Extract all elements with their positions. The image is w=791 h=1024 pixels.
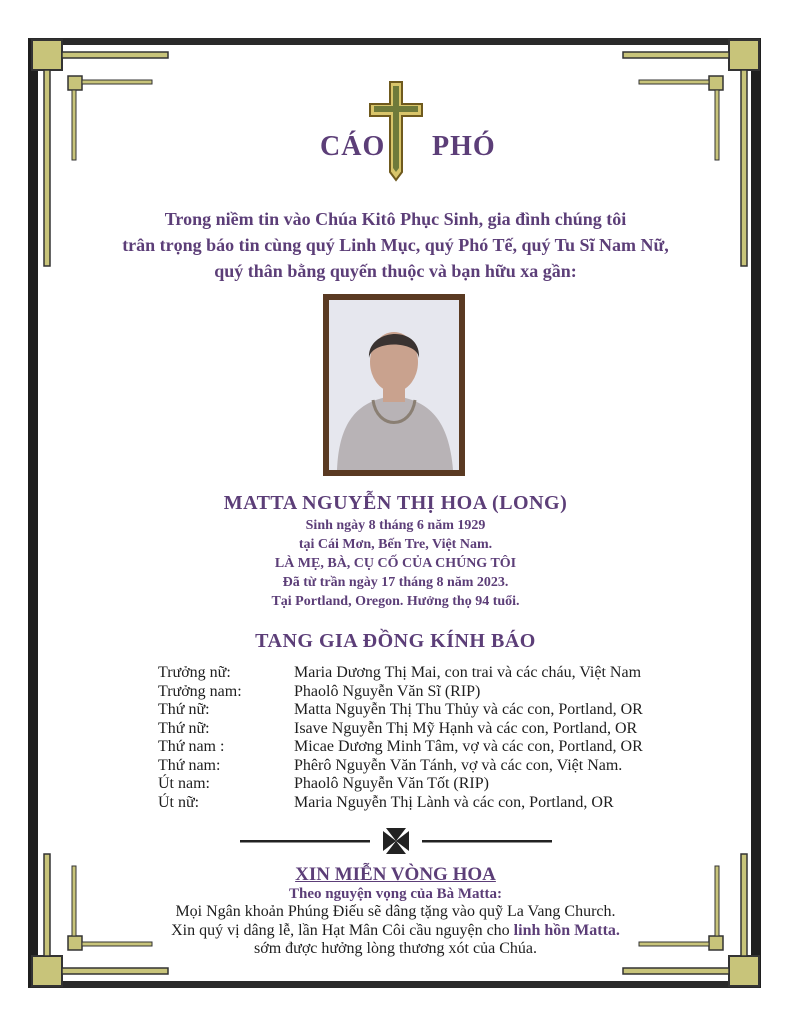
family-row (158, 775, 718, 794)
birth-date: Sinh ngày 8 tháng 6 năm 1929 (305, 518, 486, 533)
family-role: Út nữ: (158, 793, 200, 811)
portrait-image (329, 300, 459, 470)
family-member: Phaolô Nguyễn Văn Tốt (RIP) (294, 775, 489, 792)
family-role: Trưởng nam: (158, 682, 242, 700)
portrait-photo (323, 294, 465, 476)
family-member: Maria Dương Thị Mai, con trai và các cháu, Việt Nam (294, 664, 642, 681)
intro-line: Trong niềm tin vào Chúa Kitô Phục Sinh, gia đình chúng tôi (164, 209, 627, 229)
intro-line: quý thân bằng quyến thuộc và bạn hữu xa gần: (214, 261, 577, 281)
title-word-1: CÁO (320, 131, 386, 162)
family-member: Micae Dương Minh Tâm, vợ và các con, Portland, OR (294, 738, 643, 755)
family-row (158, 720, 718, 739)
deceased-details (0, 516, 791, 611)
closing-text (0, 903, 791, 959)
family-row (158, 757, 718, 776)
family-row (158, 738, 718, 757)
intro-text (60, 206, 731, 284)
family-member: Phêrô Nguyễn Văn Tánh, vợ và các con, Việt Nam. (294, 756, 623, 774)
family-row (158, 683, 718, 702)
family-role: Út nam: (158, 775, 210, 792)
closing-line (0, 922, 791, 941)
title-word-2: PHÓ (432, 131, 496, 162)
family-role: Thứ nam : (158, 738, 225, 755)
family-row (158, 701, 718, 720)
closing-line-emphasis: linh hồn Matta. (513, 921, 620, 939)
divider-cross-icon (240, 826, 552, 856)
family-heading: TANG GIA ĐỒNG KÍNH BÁO (255, 630, 536, 652)
closing-line-text: Xin quý vị dâng lễ, lần Hạt Mân Côi cầu nguyện cho (171, 921, 514, 939)
no-flowers-heading: XIN MIỄN VÒNG HOA (295, 864, 496, 885)
deceased-name: MATTA NGUYỄN THỊ HOA (LONG) (223, 492, 568, 514)
birth-place: tại Cái Mơn, Bến Tre, Việt Nam. (298, 537, 493, 552)
death-date: Đã từ trần ngày 17 tháng 8 năm 2023. (282, 575, 509, 590)
wish-line: Theo nguyện vọng của Bà Matta: (289, 886, 502, 902)
family-row (158, 794, 718, 813)
family-role: Thứ nam: (158, 756, 221, 774)
family-member: Phaolô Nguyễn Văn Sĩ (RIP) (294, 682, 481, 700)
death-place: Tại Portland, Oregon. Hưởng thọ 94 tuổi. (271, 594, 520, 609)
family-member: Isave Nguyễn Thị Mỹ Hạnh và các con, Portland, OR (294, 719, 638, 737)
closing-line: sớm được hưởng lòng thương xót của Chúa. (254, 940, 537, 957)
family-row (158, 664, 718, 683)
intro-line: trân trọng báo tin cùng quý Linh Mục, quý Phó Tế, quý Tu Sĩ Nam Nữ, (122, 235, 669, 255)
relation-line: LÀ MẸ, BÀ, CỤ CỐ CỦA CHÚNG TÔI (274, 556, 517, 571)
family-role: Thứ nữ: (158, 701, 210, 718)
family-list (158, 664, 718, 812)
family-role: Trưởng nữ: (158, 664, 231, 681)
family-role: Thứ nữ: (158, 719, 210, 737)
family-member: Maria Nguyễn Thị Lành và các con, Portland, OR (294, 793, 614, 811)
closing-line: Mọi Ngân khoản Phúng Điếu sẽ dâng tặng vào quỹ La Vang Church. (175, 903, 616, 920)
family-member: Matta Nguyễn Thị Thu Thủy và các con, Portland, OR (294, 701, 643, 718)
